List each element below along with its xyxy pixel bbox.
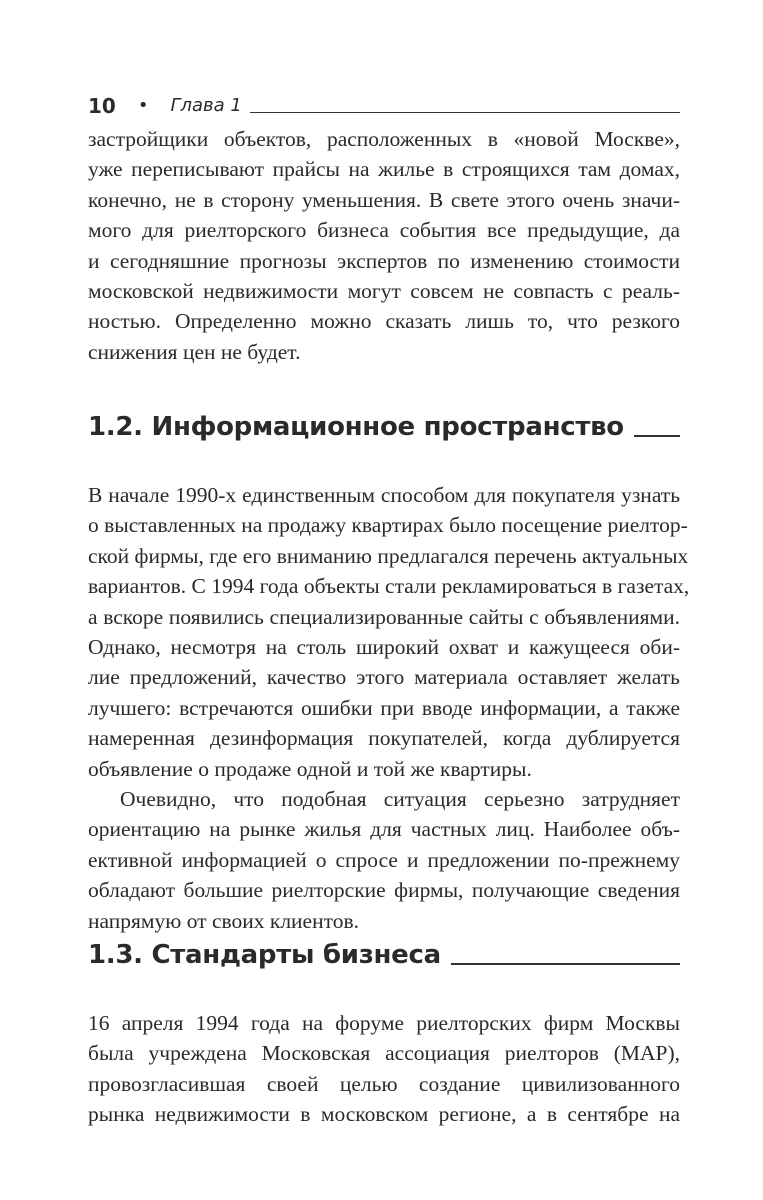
paragraph-1-2-b	[88, 784, 680, 936]
text-line: обладают большие риелторские фирмы, получающие сведения	[88, 878, 680, 903]
text-line: ективной информацией о спросе и предложении по-прежнему	[88, 847, 680, 872]
text-line: Очевидно, что подобная ситуация серьезно затрудняет	[120, 787, 680, 811]
text-line: объявление о продаже одной и той же квартиры.	[88, 756, 532, 781]
heading-rule	[634, 435, 680, 437]
header-rule	[250, 112, 680, 113]
text-line: уже переписывают прайсы на жилье в строящихся там домах,	[88, 157, 680, 182]
text-line: лие предложений, качество этого материала оставляет желать	[88, 665, 680, 690]
running-header	[88, 88, 680, 118]
section-title: 1.2. Информационное пространство	[88, 412, 624, 442]
chapter-label: Глава 1	[170, 95, 242, 116]
text-line: намеренная дезинформация покупателей, когда дублируется	[88, 726, 680, 751]
heading-rule	[451, 963, 680, 965]
text-line: В начале 1990-х единственным способом для покупателя узнать	[88, 483, 680, 507]
section-heading-1-2	[88, 410, 680, 444]
text-line: 16 апреля 1994 года на форуме риелторских фирм Москвы	[88, 1011, 680, 1035]
text-line: провозгласившая своей целью создание цивилизованного	[88, 1071, 680, 1096]
text-line: была учреждена Московская ассоциация риелторов (МАР),	[88, 1041, 680, 1066]
paragraph-1-3-a	[88, 1008, 680, 1130]
page-number: 10	[88, 94, 116, 118]
section-heading-1-3	[88, 938, 680, 972]
text-line: рынка недвижимости в московском регионе, а в сентябре на	[88, 1102, 680, 1127]
paragraph-1-2-a	[88, 480, 690, 784]
text-line: застройщики объектов, расположенных в «новой Москве»,	[88, 127, 680, 151]
text-line: о выставленных на продажу квартирах было посещение риелтор-	[88, 513, 688, 538]
text-line: ностью. Определенно можно сказать лишь то, что резкого	[88, 309, 680, 334]
text-line: Однако, несмотря на столь широкий охват и кажущееся оби-	[88, 634, 680, 659]
text-line: ской фирмы, где его вниманию предлагался перечень актуальных	[88, 543, 689, 568]
text-line: лучшего: встречаются ошибки при вводе информации, а также	[88, 695, 680, 720]
text-line: снижения цен не будет.	[88, 339, 301, 364]
text-line: и сегодняшние прогнозы экспертов по изменению стоимости	[88, 248, 680, 273]
paragraph-intro	[88, 124, 680, 367]
text-line: ориентацию на рынке жилья для частных лиц. Наиболее объ-	[88, 817, 680, 842]
text-line: мого для риелторского бизнеса события все предыдущие, да	[88, 218, 680, 243]
text-line: вариантов. С 1994 года объекты стали рекламироваться в газетах,	[88, 574, 690, 599]
bullet-separator: •	[137, 95, 149, 116]
text-line: московской недвижимости могут совсем не совпасть с реаль-	[88, 278, 680, 303]
text-line: напрямую от своих клиентов.	[88, 908, 359, 933]
section-title: 1.3. Стандарты бизнеса	[88, 940, 441, 970]
text-line: а вскоре появились специализированные сайты с объявлениями.	[88, 604, 680, 629]
text-line: конечно, не в сторону уменьшения. В свете этого очень значи-	[88, 187, 680, 212]
